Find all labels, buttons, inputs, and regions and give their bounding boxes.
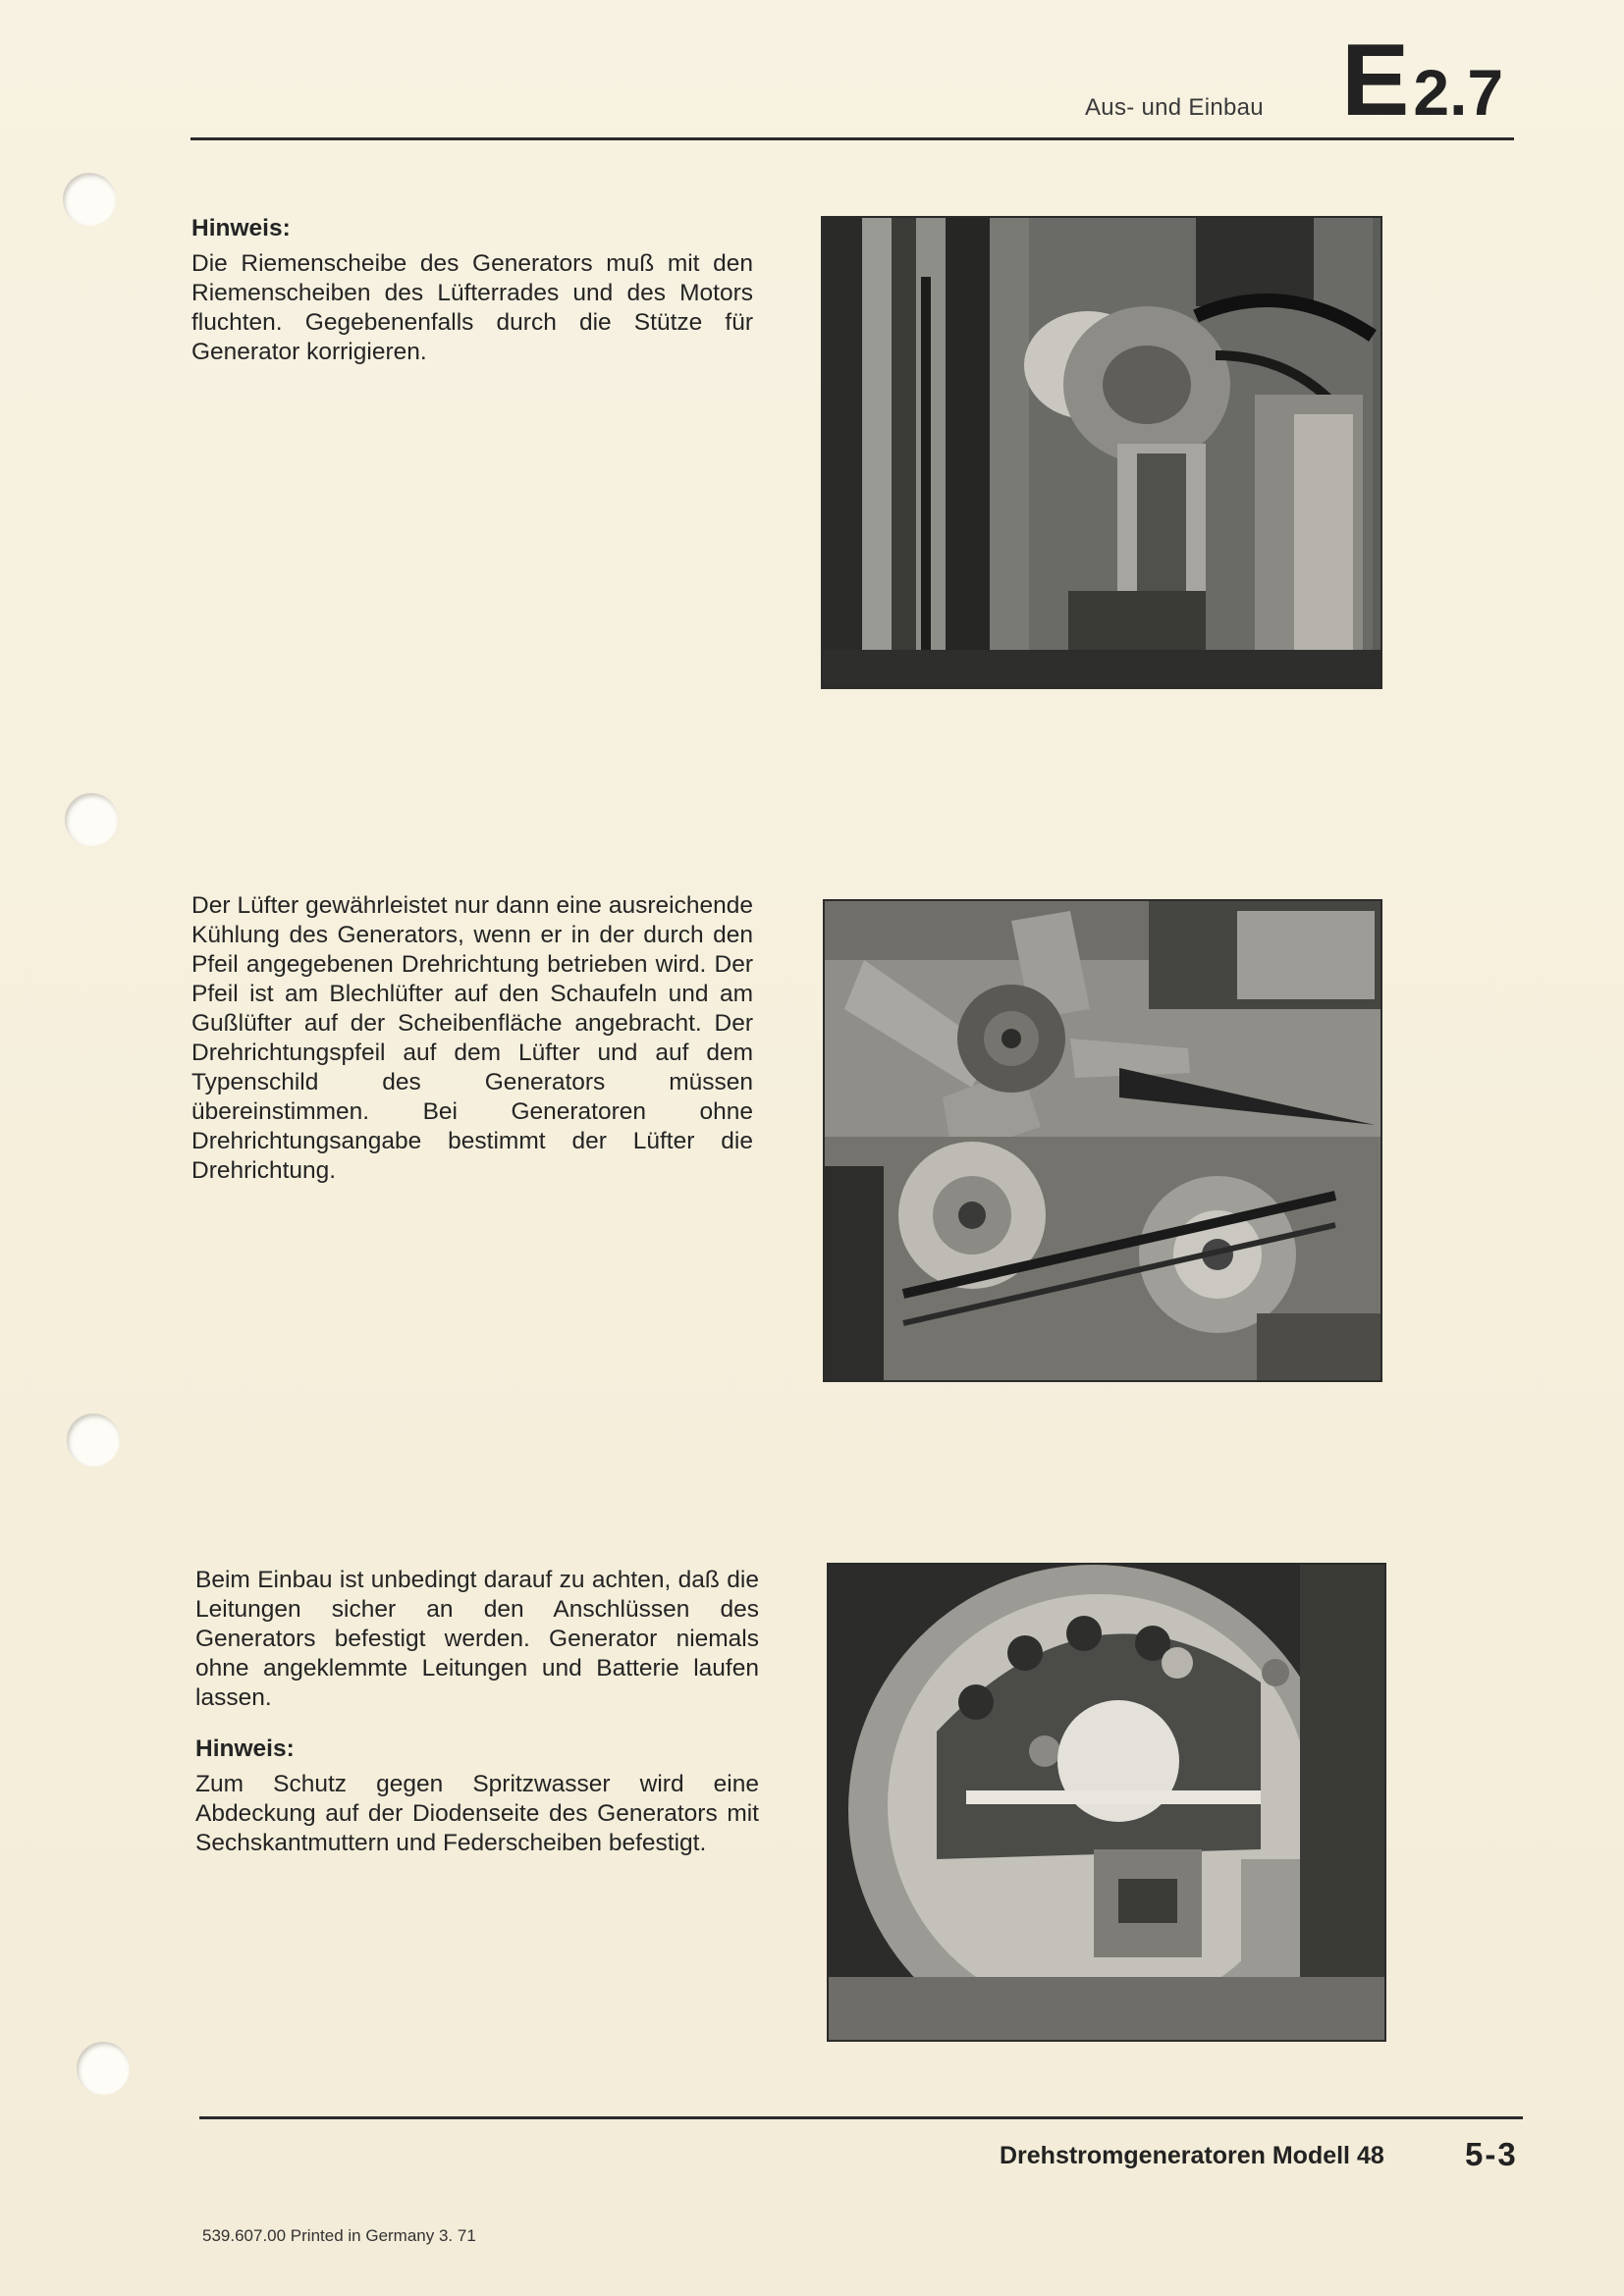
section-1-heading: Hinweis: [191,215,291,241]
header-rule [190,137,1514,140]
photo-fan-rotation-arrow-image [825,901,1380,1380]
section-2-text [191,891,753,1186]
print-info: 539.607.00 Printed in Germany 3. 71 [202,2226,476,2245]
binder-hole-lower-middle [67,1414,120,1467]
section-letter: E [1341,24,1408,137]
section-3-heading: Hinweis: [195,1735,295,1762]
photo-belt-alignment [821,216,1382,689]
binder-hole-bottom [77,2042,130,2095]
section-1-text [191,214,753,367]
section-3-text [195,1566,759,1858]
section-number: 2.7 [1413,56,1504,129]
binder-hole-top [63,173,116,226]
section-3-note-paragraph: Zum Schutz gegen Spritzwasser wird eine Abdeckung auf der Diodenseite des Generators mit Sechskantmuttern und Federscheiben befestigt. [195,1771,759,1856]
header-subtitle: Aus- und Einbau [1085,94,1264,121]
photo-diode-cover-image [829,1565,1384,2040]
section-2-paragraph: Der Lüfter gewährleistet nur dann eine ausreichende Kühlung des Generators, wenn er in der durch den Pfeil angegebenen Drehrichtung betrieben wird. Der Pfeil ist am Blechlüfter auf den Schaufeln und am Gußlüfter auf der Scheibenfläche angebracht. Der Drehrichtungspfeil auf dem Lüfter und auf dem Typenschild des Generators müssen übereinstimmen. Bei Generatoren ohne Drehrichtungsangabe bestimmt der Lüfter die Drehrichtung. [191,892,753,1184]
footer-rule [199,2116,1523,2119]
footer-title: Drehstromgeneratoren Modell 48 [1000,2142,1384,2169]
section-3-paragraph: Beim Einbau ist unbedingt darauf zu achten, daß die Leitungen sicher an den Anschlüssen des Generators befestigt werden. Generator niemals ohne angeklemmte Leitungen und Batterie laufen lassen. [195,1567,759,1711]
section-code [1341,24,1504,137]
photo-diode-cover [827,1563,1386,2042]
photo-fan-rotation-arrow [823,899,1382,1382]
binder-hole-upper-middle [65,793,118,846]
page-number: 5-3 [1465,2136,1518,2172]
photo-belt-alignment-image [823,218,1380,687]
section-1-paragraph: Die Riemenscheibe des Generators muß mit den Riemenscheiben des Lüfterrades und des Motors fluchten. Gegebenenfalls durch die Stütze für Generator korrigieren. [191,250,753,365]
